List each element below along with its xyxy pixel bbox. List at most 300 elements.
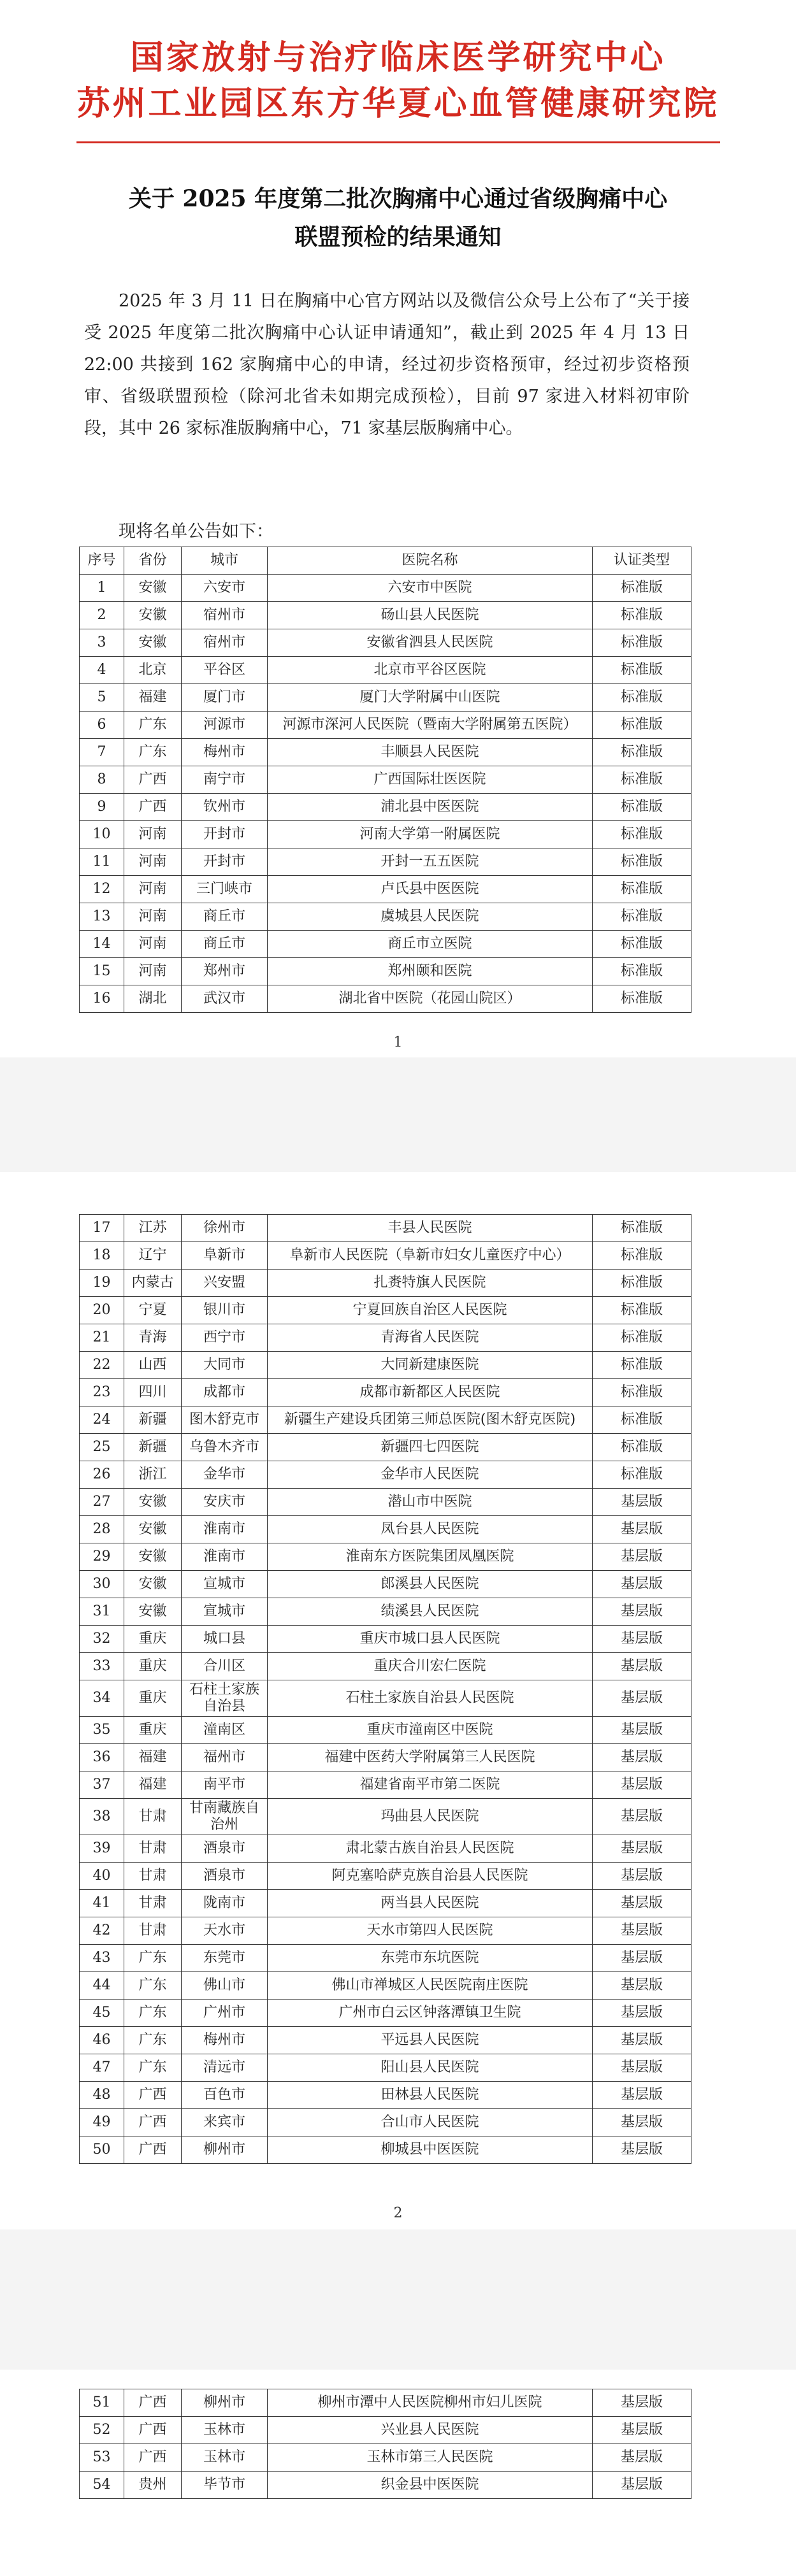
row-index-cell: 36 [80,1744,124,1771]
table-row [80,2109,691,2136]
hospital-name-cell: 河源市深河人民医院（暨南大学附属第五医院） [268,712,593,739]
province-cell: 福建 [124,1771,182,1799]
certification-type-cell: 标准版 [593,1324,691,1352]
row-index-cell: 6 [80,712,124,739]
hospital-name-cell: 开封一五五医院 [268,848,593,876]
city-cell: 图木舒克市 [182,1406,268,1434]
table-row [80,1890,691,1917]
hospital-name-cell: 玛曲县人民医院 [268,1799,593,1835]
table-row [80,1434,691,1461]
row-index-cell: 48 [80,2082,124,2109]
certification-type-cell: 基层版 [593,1626,691,1653]
row-index-cell: 46 [80,2027,124,2054]
province-cell: 福建 [124,1744,182,1771]
city-cell: 柳州市 [182,2389,268,2417]
table-row [80,876,691,903]
certification-type-cell: 基层版 [593,1835,691,1863]
certification-type-cell: 标准版 [593,1379,691,1406]
province-cell: 甘肃 [124,1799,182,1835]
row-index-cell: 37 [80,1771,124,1799]
table-row [80,1516,691,1543]
row-index-cell: 34 [80,1680,124,1717]
table-row [80,2082,691,2109]
province-cell: 甘肃 [124,1917,182,1945]
hospital-name-cell: 虞城县人民医院 [268,903,593,931]
hospital-name-cell: 丰县人民医院 [268,1215,593,1242]
page-gap-1 [0,1057,796,1172]
table-row [80,1270,691,1297]
certification-type-cell: 标准版 [593,958,691,985]
province-cell: 安徽 [124,629,182,657]
province-cell: 浙江 [124,1461,182,1489]
certification-type-cell: 标准版 [593,657,691,684]
city-cell: 陇南市 [182,1890,268,1917]
hospital-name-cell: 田林县人民医院 [268,2082,593,2109]
row-index-cell: 53 [80,2444,124,2472]
table-row [80,1242,691,1270]
certification-type-cell: 标准版 [593,739,691,766]
city-cell: 南平市 [182,1771,268,1799]
table-row [80,1799,691,1835]
table-row [80,1461,691,1489]
row-index-cell: 40 [80,1863,124,1890]
page-number: 2 [393,2205,403,2221]
table-row [80,2472,691,2499]
hospital-name-cell: 织金县中医医院 [268,2472,593,2499]
city-cell: 宣城市 [182,1598,268,1626]
city-cell: 商丘市 [182,903,268,931]
row-index-cell: 47 [80,2054,124,2082]
city-cell: 开封市 [182,821,268,848]
province-cell: 广东 [124,739,182,766]
certification-type-cell: 基层版 [593,2027,691,2054]
hospital-name-cell: 广州市白云区钟落潭镇卫生院 [268,2000,593,2027]
row-index-cell: 23 [80,1379,124,1406]
province-cell: 河南 [124,821,182,848]
table-row [80,1406,691,1434]
city-cell: 梅州市 [182,739,268,766]
row-index-cell: 12 [80,876,124,903]
certification-type-cell: 标准版 [593,1297,691,1324]
table-row [80,1653,691,1680]
table-row [80,1717,691,1744]
province-cell: 安徽 [124,575,182,602]
row-index-cell: 22 [80,1352,124,1379]
certification-type-cell: 基层版 [593,1863,691,1890]
row-index-cell: 25 [80,1434,124,1461]
certification-type-cell: 标准版 [593,1270,691,1297]
city-cell: 成都市 [182,1379,268,1406]
hospital-name-cell: 新疆四七四医院 [268,1434,593,1461]
hospital-name-cell: 广西国际壮医医院 [268,766,593,794]
certification-type-cell: 标准版 [593,821,691,848]
table-row [80,1489,691,1516]
hospital-name-cell: 大同新建康医院 [268,1352,593,1379]
row-index-cell: 50 [80,2136,124,2164]
province-cell: 广西 [124,2109,182,2136]
row-index-cell: 14 [80,931,124,958]
city-cell: 平谷区 [182,657,268,684]
province-cell: 广西 [124,2136,182,2164]
certification-type-cell: 基层版 [593,2472,691,2499]
row-index-cell: 31 [80,1598,124,1626]
row-index-cell: 15 [80,958,124,985]
certification-type-cell: 基层版 [593,2389,691,2417]
table-row [80,766,691,794]
row-index-cell: 41 [80,1890,124,1917]
table-row [80,739,691,766]
city-cell: 六安市 [182,575,268,602]
table-row [80,575,691,602]
hospital-name-cell: 丰顺县人民医院 [268,739,593,766]
province-cell: 内蒙古 [124,1270,182,1297]
province-cell: 安徽 [124,1598,182,1626]
certification-type-cell: 标准版 [593,1352,691,1379]
province-cell: 新疆 [124,1406,182,1434]
hospital-name-cell: 兴业县人民医院 [268,2417,593,2444]
hospital-name-cell: 玉林市第三人民医院 [268,2444,593,2472]
certification-type-cell: 基层版 [593,2054,691,2082]
row-index-cell: 20 [80,1297,124,1324]
province-cell: 安徽 [124,1543,182,1571]
city-cell: 毕节市 [182,2472,268,2499]
city-cell: 梅州市 [182,2027,268,2054]
certification-type-cell: 标准版 [593,1434,691,1461]
table-row [80,1352,691,1379]
row-index-cell: 17 [80,1215,124,1242]
city-cell: 厦门市 [182,684,268,712]
province-cell: 安徽 [124,1516,182,1543]
hospital-name-cell: 北京市平谷区医院 [268,657,593,684]
table-row [80,1598,691,1626]
certification-type-cell: 标准版 [593,684,691,712]
province-cell: 青海 [124,1324,182,1352]
row-index-cell: 35 [80,1717,124,1744]
hospital-name-cell: 商丘市立医院 [268,931,593,958]
hospital-name-cell: 安徽省泗县人民医院 [268,629,593,657]
results-table-page-3 [79,2389,691,2499]
certification-type-cell: 基层版 [593,1799,691,1835]
certification-type-cell: 标准版 [593,1406,691,1434]
hospital-name-cell: 郑州颐和医院 [268,958,593,985]
certification-type-cell: 标准版 [593,876,691,903]
header-row-index: 序号 [80,547,124,575]
hospital-name-cell: 柳州市潭中人民医院柳州市妇儿医院 [268,2389,593,2417]
certification-type-cell: 基层版 [593,1680,691,1717]
certification-type-cell: 基层版 [593,2000,691,2027]
city-cell: 福州市 [182,1744,268,1771]
province-cell: 河南 [124,848,182,876]
hospital-name-cell: 两当县人民医院 [268,1890,593,1917]
results-table-page-2 [79,1214,691,2164]
hospital-name-cell: 重庆市城口县人民医院 [268,1626,593,1653]
hospital-name-cell: 河南大学第一附属医院 [268,821,593,848]
table-row [80,1835,691,1863]
certification-type-cell: 基层版 [593,1972,691,2000]
city-cell: 金华市 [182,1461,268,1489]
table-row [80,2000,691,2027]
hospital-name-cell: 佛山市禅城区人民医院南庄医院 [268,1972,593,2000]
certification-type-cell: 基层版 [593,1516,691,1543]
certification-type-cell: 标准版 [593,1461,691,1489]
table-row [80,2389,691,2417]
hospital-name-cell: 浦北县中医医院 [268,794,593,821]
certification-type-cell: 基层版 [593,1771,691,1799]
certification-type-cell: 基层版 [593,2444,691,2472]
hospital-name-cell: 平远县人民医院 [268,2027,593,2054]
letterhead-line-1: 国家放射与治疗临床医学研究中心 [130,38,666,77]
province-cell: 贵州 [124,2472,182,2499]
province-cell: 山西 [124,1352,182,1379]
hospital-name-cell: 扎赉特旗人民医院 [268,1270,593,1297]
row-index-cell: 13 [80,903,124,931]
page-gap-2 [0,2229,796,2370]
table-row [80,1771,691,1799]
table-row [80,903,691,931]
hospital-name-cell: 厦门大学附属中山医院 [268,684,593,712]
city-cell: 安庆市 [182,1489,268,1516]
hospital-name-cell: 重庆市潼南区中医院 [268,1717,593,1744]
province-cell: 安徽 [124,602,182,629]
row-index-cell: 28 [80,1516,124,1543]
row-index-cell: 43 [80,1945,124,1972]
city-cell: 清远市 [182,2054,268,2082]
table-row [80,1626,691,1653]
province-cell: 广东 [124,1972,182,2000]
certification-type-cell: 基层版 [593,1543,691,1571]
certification-type-cell: 基层版 [593,1917,691,1945]
hospital-name-cell: 六安市中医院 [268,575,593,602]
document-page-1 [0,0,796,1057]
certification-type-cell: 基层版 [593,1653,691,1680]
row-index-cell: 9 [80,794,124,821]
table-row [80,1297,691,1324]
table-row [80,848,691,876]
table-row [80,931,691,958]
letterhead-line-2: 苏州工业园区东方华夏心血管健康研究院 [76,84,720,123]
table-row [80,821,691,848]
certification-type-cell: 标准版 [593,1215,691,1242]
province-cell: 广西 [124,794,182,821]
row-index-cell: 32 [80,1626,124,1653]
city-cell: 商丘市 [182,931,268,958]
province-cell: 甘肃 [124,1890,182,1917]
hospital-name-cell: 东莞市东坑医院 [268,1945,593,1972]
row-index-cell: 19 [80,1270,124,1297]
certification-type-cell: 基层版 [593,2417,691,2444]
city-cell: 三门峡市 [182,876,268,903]
city-cell: 淮南市 [182,1543,268,1571]
city-cell: 天水市 [182,1917,268,1945]
city-cell: 银川市 [182,1297,268,1324]
province-cell: 重庆 [124,1717,182,1744]
hospital-name-cell: 淮南东方医院集团凤凰医院 [268,1543,593,1571]
city-cell: 东莞市 [182,1945,268,1972]
city-cell: 钦州市 [182,794,268,821]
row-index-cell: 45 [80,2000,124,2027]
hospital-name-cell: 阜新市人民医院（阜新市妇女儿童医疗中心） [268,1242,593,1270]
table-row [80,602,691,629]
row-index-cell: 26 [80,1461,124,1489]
table-row [80,2444,691,2472]
certification-type-cell: 标准版 [593,602,691,629]
table-row [80,1680,691,1717]
city-cell: 郑州市 [182,958,268,985]
certification-type-cell: 基层版 [593,1945,691,1972]
hospital-name-cell: 柳城县中医医院 [268,2136,593,2164]
city-cell: 武汉市 [182,985,268,1013]
certification-type-cell: 基层版 [593,1717,691,1744]
hospital-name-cell: 新疆生产建设兵团第三师总医院(图木舒克医院) [268,1406,593,1434]
province-cell: 河南 [124,931,182,958]
hospital-name-cell: 合山市人民医院 [268,2109,593,2136]
province-cell: 北京 [124,657,182,684]
table-row [80,684,691,712]
city-cell: 兴安盟 [182,1270,268,1297]
province-cell: 广西 [124,2417,182,2444]
table-row [80,1379,691,1406]
city-cell: 玉林市 [182,2444,268,2472]
city-cell: 阜新市 [182,1242,268,1270]
province-cell: 湖北 [124,985,182,1013]
hospital-name-cell: 阳山县人民医院 [268,2054,593,2082]
row-index-cell: 5 [80,684,124,712]
row-index-cell: 29 [80,1543,124,1571]
table-row [80,1945,691,1972]
city-cell: 柳州市 [182,2136,268,2164]
city-cell: 城口县 [182,1626,268,1653]
certification-type-cell: 标准版 [593,575,691,602]
row-index-cell: 39 [80,1835,124,1863]
table-row [80,2136,691,2164]
city-cell: 广州市 [182,2000,268,2027]
certification-type-cell: 基层版 [593,2082,691,2109]
table-row [80,657,691,684]
certification-type-cell: 标准版 [593,794,691,821]
hospital-name-cell: 重庆合川宏仁医院 [268,1653,593,1680]
row-index-cell: 24 [80,1406,124,1434]
province-cell: 安徽 [124,1489,182,1516]
row-index-cell: 1 [80,575,124,602]
row-index-cell: 10 [80,821,124,848]
city-cell: 石柱土家族自治县 [182,1680,268,1717]
notice-paragraph: 2025 年 3 月 11 日在胸痛中心官方网站以及微信公众号上公布了“关于接受 2025 年度第二批次胸痛中心认证申请通知”，截止到 2025 年 4 月 13 日 22:00 共接到 162 家胸痛中心的申请，经过初步资格预审，经过初步资格预审、省级联盟预检（除河北省未如期完成预检），目前 97 家进入材料初审阶段，其中 26 家标准版胸痛中心，71 家基层版胸痛中心。 [84,291,690,438]
header-certification-type: 认证类型 [593,547,691,575]
province-cell: 福建 [124,684,182,712]
province-cell: 辽宁 [124,1242,182,1270]
province-cell: 甘肃 [124,1835,182,1863]
table-row [80,1215,691,1242]
row-index-cell: 2 [80,602,124,629]
province-cell: 重庆 [124,1653,182,1680]
hospital-name-cell: 阿克塞哈萨克族自治县人民医院 [268,1863,593,1890]
table-row [80,1324,691,1352]
table-row [80,1571,691,1598]
city-cell: 佛山市 [182,1972,268,2000]
certification-type-cell: 标准版 [593,848,691,876]
certification-type-cell: 基层版 [593,1744,691,1771]
province-cell: 河南 [124,903,182,931]
notice-title-line-2: 联盟预检的结果通知 [294,224,502,250]
province-cell: 广东 [124,2027,182,2054]
row-index-cell: 4 [80,657,124,684]
hospital-name-cell: 金华市人民医院 [268,1461,593,1489]
hospital-name-cell: 宁夏回族自治区人民医院 [268,1297,593,1324]
city-cell: 合川区 [182,1653,268,1680]
province-cell: 广西 [124,2082,182,2109]
row-index-cell: 33 [80,1653,124,1680]
province-cell: 河南 [124,876,182,903]
row-index-cell: 7 [80,739,124,766]
hospital-name-cell: 绩溪县人民医院 [268,1598,593,1626]
table-row [80,1543,691,1571]
table-row [80,958,691,985]
letterhead-divider [76,141,720,143]
province-cell: 河南 [124,958,182,985]
row-index-cell: 8 [80,766,124,794]
province-cell: 广西 [124,766,182,794]
document-page-2 [0,1172,796,2229]
certification-type-cell: 基层版 [593,2136,691,2164]
city-cell: 河源市 [182,712,268,739]
hospital-name-cell: 福建省南平市第二医院 [268,1771,593,1799]
row-index-cell: 52 [80,2417,124,2444]
header-province: 省份 [124,547,182,575]
certification-type-cell: 基层版 [593,1489,691,1516]
table-row [80,712,691,739]
province-cell: 广东 [124,1945,182,1972]
row-index-cell: 16 [80,985,124,1013]
certification-type-cell: 标准版 [593,766,691,794]
city-cell: 玉林市 [182,2417,268,2444]
table-row [80,1744,691,1771]
city-cell: 宣城市 [182,1571,268,1598]
results-table-page-1 [79,547,691,1013]
city-cell: 来宾市 [182,2109,268,2136]
city-cell: 西宁市 [182,1324,268,1352]
table-header-row [80,547,691,575]
row-index-cell: 3 [80,629,124,657]
province-cell: 广西 [124,2444,182,2472]
province-cell: 重庆 [124,1626,182,1653]
certification-type-cell: 标准版 [593,985,691,1013]
city-cell: 宿州市 [182,602,268,629]
province-cell: 重庆 [124,1680,182,1717]
hospital-name-cell: 青海省人民医院 [268,1324,593,1352]
header-hospital-name: 医院名称 [268,547,593,575]
row-index-cell: 42 [80,1917,124,1945]
certification-type-cell: 标准版 [593,629,691,657]
table-row [80,2054,691,2082]
city-cell: 淮南市 [182,1516,268,1543]
row-index-cell: 18 [80,1242,124,1270]
row-index-cell: 54 [80,2472,124,2499]
hospital-name-cell: 天水市第四人民医院 [268,1917,593,1945]
hospital-name-cell: 凤台县人民医院 [268,1516,593,1543]
province-cell: 广东 [124,2054,182,2082]
province-cell: 甘肃 [124,1863,182,1890]
row-index-cell: 30 [80,1571,124,1598]
certification-type-cell: 标准版 [593,712,691,739]
province-cell: 宁夏 [124,1297,182,1324]
city-cell: 南宁市 [182,766,268,794]
province-cell: 广东 [124,2000,182,2027]
city-cell: 百色市 [182,2082,268,2109]
notice-title-line-1: 关于 2025 年度第二批次胸痛中心通过省级胸痛中心 [128,185,668,212]
city-cell: 开封市 [182,848,268,876]
table-row [80,1917,691,1945]
row-index-cell: 38 [80,1799,124,1835]
